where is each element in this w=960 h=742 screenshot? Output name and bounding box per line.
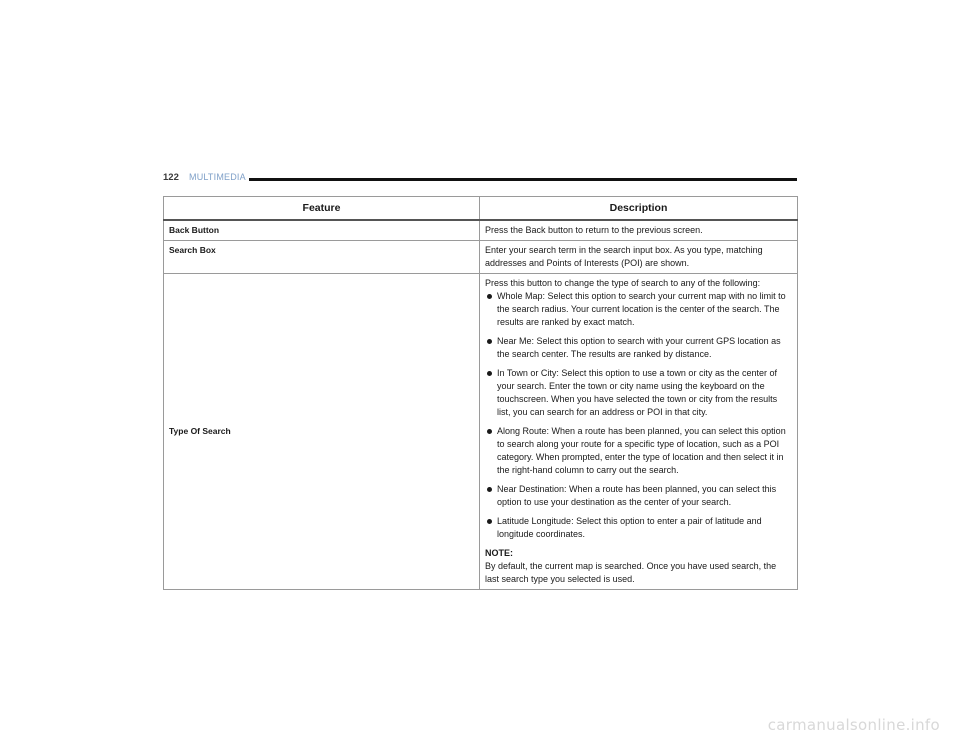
feature-search-box: Search Box [164, 241, 480, 274]
page-number: 122 [163, 172, 179, 183]
list-item [485, 515, 792, 541]
bullet-icon [487, 371, 492, 376]
list-item [485, 425, 792, 477]
feature-table [163, 196, 798, 590]
table-row [164, 220, 798, 241]
description-back-button: Press the Back button to return to the previous screen. [480, 220, 798, 241]
table-row [164, 274, 798, 590]
column-header-description: Description [480, 197, 798, 221]
list-item [485, 367, 792, 419]
feature-back-button: Back Button [164, 220, 480, 241]
list-item [485, 335, 792, 361]
description-type-of-search [480, 274, 798, 590]
list-item [485, 483, 792, 509]
table-header-row [164, 197, 798, 221]
type-of-search-intro: Press this button to change the type of search to any of the following: [485, 278, 761, 288]
list-item-text: Near Destination: When a route has been planned, you can select this option to use your destination as the center of your search. [497, 484, 777, 507]
note-label: NOTE: [485, 548, 513, 558]
bullet-icon [487, 294, 492, 299]
list-item-text: Latitude Longitude: Select this option to enter a pair of latitude and longitude coordinates. [497, 516, 762, 539]
list-item-text: Whole Map: Select this option to search your current map with no limit to the search radius. Your current location is the center of the search. The results are ranked by exact match. [497, 291, 786, 327]
watermark: carmanualsonline.info [767, 716, 940, 734]
description-search-box: Enter your search term in the search input box. As you type, matching addresses and Points of Interests (POI) are shown. [480, 241, 798, 274]
note-text: By default, the current map is searched. Once you have used search, the last search type you selected is used. [485, 561, 777, 584]
bullet-icon [487, 487, 492, 492]
feature-type-of-search: Type Of Search [164, 274, 480, 590]
page-header [163, 172, 797, 186]
column-header-feature: Feature [164, 197, 480, 221]
table-row [164, 241, 798, 274]
list-item-text: In Town or City: Select this option to use a town or city as the center of your search. Enter the town or city name using the keyboard on the touchscreen. When you have selected the town or city from the results list, you can search for an address or POI in that city. [497, 368, 778, 417]
bullet-icon [487, 339, 492, 344]
search-type-list [485, 290, 792, 541]
list-item-text: Near Me: Select this option to search with your current GPS location as the search center. The results are ranked by distance. [497, 336, 781, 359]
header-rule [249, 178, 797, 181]
bullet-icon [487, 519, 492, 524]
section-title: MULTIMEDIA [189, 172, 246, 182]
list-item-text: Along Route: When a route has been planned, you can select this option to search along your route for a specific type of location, such as a POI category. When prompted, enter the type of location and then select it in the right-hand column to carry out the search. [497, 426, 786, 475]
list-item [485, 290, 792, 329]
bullet-icon [487, 429, 492, 434]
